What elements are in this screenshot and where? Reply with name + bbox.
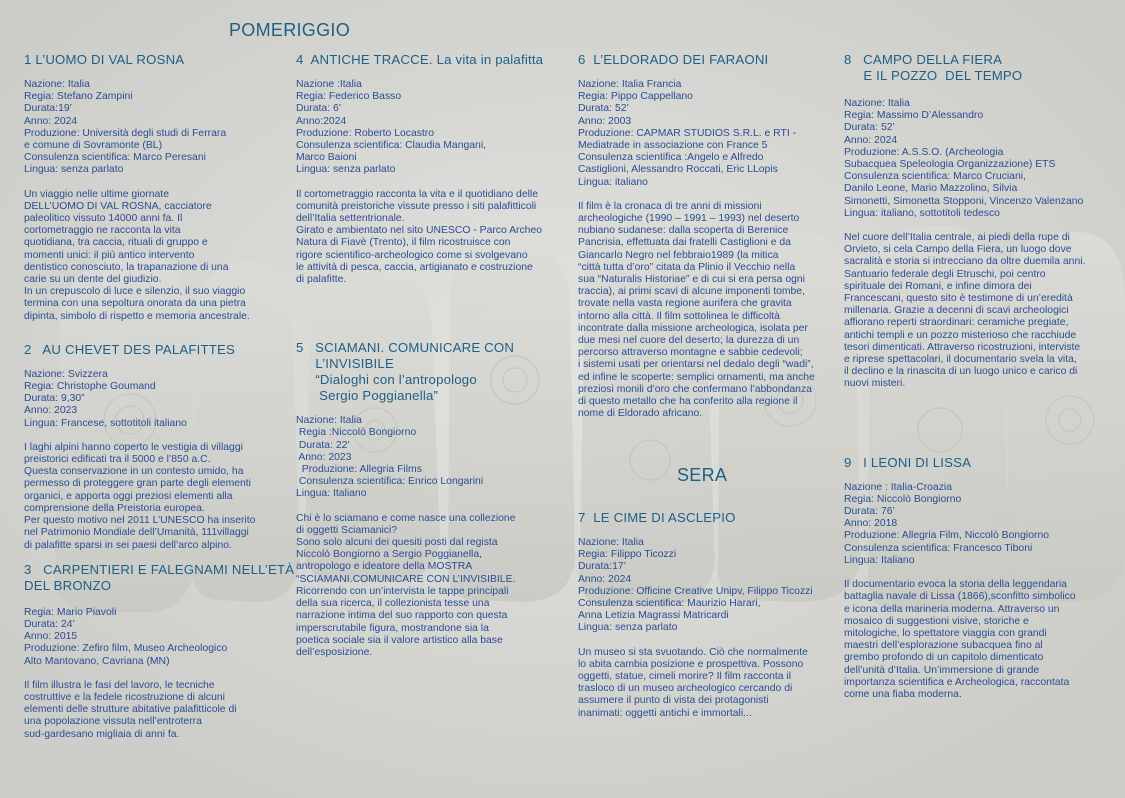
film-3-info: Regia: Mario Piavoli Durata: 24’ Anno: 2015 Produzione: Zefiro film, Museo Archeologico Alto Mantovano, Cavriana (MN) [24, 606, 228, 667]
film-2-title: 2 AU CHEVET DES PALAFITTES [24, 341, 236, 357]
film-7-info: Nazione: Italia Regia: Filippo Ticozzi Durata:17’ Anno: 2024 Produzione: Officine Creative Unipv, Filippo Ticozzi Consulenza scientifica: Maurizio Harari, Anna Letizia Magrassi Matricardi Lingua: senza parlato [578, 537, 813, 634]
film-5-title: 5 SCIAMANI. COMUNICARE CON L’INVISIBILE “Dialoghi con l’antropologo Sergio Poggianella” [296, 340, 515, 404]
film-5-info: Nazione: Italia Regia :Niccolò Bongiorno Durata: 22’ Anno: 2023 Produzione: Allegria Films Consulenza scientifica: Enrico Longarini Lingua: Italiano [296, 415, 484, 500]
column-1 [24, 52, 295, 741]
film-1-description: Un viaggio nelle ultime giornate DELL’UOMO DI VAL ROSNA, cacciatore paleolitico vissuto 14000 anni fa. Il cortometraggio ne racconta la vita quotidiana, tra caccia, rituali di gruppo e momenti unici: il più antico intervento dentistico conosciuto, la trapanazione di una carie su un dente del giudizio. In un crepuscolo di luce e silenzio, il suo viaggio termina con una sepoltura onorata da una pietra dipinta, simbolo di rispetto e memoria ancestrale. [24, 188, 250, 322]
film-2-info: Nazione: Svizzera Regia: Christophe Goumand Durata: 9,30” Anno: 2023 Lingua: Francese, sottotitoli italiano [24, 368, 187, 429]
film-3-description: Il film illustra le fasi del lavoro, le tecniche costruttive e la fedele ricostruzione di alcuni elementi delle strutture abitative palafitticole di una popolazione vissuta nell’entroterra sud-gardesano migliaia di anni fa. [24, 679, 237, 740]
column-4 [844, 52, 1116, 701]
film-4-title: 4 ANTICHE TRACCE. La vita in palafitta [296, 52, 544, 67]
film-5-description: Chi è lo sciamano e come nasce una collezione di oggetti Sciamanici? Sono solo alcuni dei quesiti posti dal regista Niccolò Bongiorno a Sergio Poggianella, antropologo e ideatore della MOSTRA “SCIAMANI.COMUNICARE CON L’INVISIBILE. Ricorrendo con un’intervista le tappe principali della sua ricerca, il collezionista tesse una narrazione intima del suo rapporto con questa imperscrutabile figura, mostrandone sia la poetica sociale sia il valore artistico alla base dell’esposizione. [296, 512, 516, 658]
film-4-description: Il cortometraggio racconta la vita e il quotidiano delle comunità preistoriche vissute presso i siti palafitticoli dell’Italia settentrionale. Girato e ambientato nel sito UNESCO - Parco Archeo Natura di Fiavè (Trento), il film ricostruisce con rigore scientifico-archeologico come si svolgevano le attività di pesca, caccia, artigianato e costruzione di palafitte. [296, 188, 543, 286]
section-title-sera: SERA [677, 465, 728, 485]
film-9-info: Nazione : Italia-Croazia Regia: Niccolò Bongiorno Durata: 76’ Anno: 2018 Produzione: Allegria Film, Niccolò Bongiorno Consulenza scientifica: Francesco Tiboni Lingua: Italiano [844, 481, 1050, 566]
film-8-description: Nel cuore dell’Italia centrale, ai piedi della rupe di Orvieto, si cela Campo della Fiera, un luogo dove sacralità e storia si intrecciano da oltre duemila anni. Santuario federale degli Etruschi, poi centro spirituale dei Romani, e infine dimora dei Francescani, questo sito è testimone di un’eredità millenaria. Grazie a decenni di scavi archeologici affiorano reperti straordinari: ceramiche pregiate, antichi templi e un pozzo misterioso che racchiude tesori dimenticati. Attraverso ricostruzioni, interviste e riprese spettacolari, il documentario svela la vita, il declino e la rinascita di un luogo unico e carico di nuovi misteri. [844, 232, 1086, 390]
film-4-info: Nazione :Italia Regia: Federico Basso Durata: 6’ Anno:2024 Produzione: Roberto Locastro Consulenza scientifica: Claudia Mangani, Marco Baioni Lingua: senza parlato [296, 79, 487, 176]
column-3-lower [578, 510, 840, 720]
film-7-title: 7 LE CIME DI ASCLEPIO [578, 510, 736, 525]
film-6-info: Nazione: Italia Francia Regia: Pippo Cappellano Durata: 52’ Anno: 2003 Produzione: CAPMAR STUDIOS S.R.L. e RTI - Mediatrade in associazione con France 5 Consulenza scientifica :Angelo e Alfredo Castiglioni, Alessandro Roccati, Eric LLopis Lingua: italiano [578, 79, 797, 188]
film-6-title: 6 L’ELDORADO DEI FARAONI [578, 52, 769, 67]
film-2-description: I laghi alpini hanno coperto le vestigia di villaggi preistorici edificati tra il 5000 e l’850 a.C. Questa conservazione in un contesto umido, ha permesso di proteggere gran parte degli elementi organici, e apporta oggi preziosi elementi alla comprensione della Preistoria europea. Per questo motivo nel 2011 L’UNESCO ha inserito nel Patrimonio Mondiale dell’Umanità, 111villaggi di palafitte sparsi in sei paesi dell’arco alpino. [24, 441, 256, 551]
film-8-info: Nazione: Italia Regia: Massimo D’Alessandro Durata: 52’ Anno: 2024 Produzione: A.S.S.O. (Archeologia Subacquea Speleologia Organizzazione) ETS Consulenza scientifica: Marco Cruciani, Danilo Leone, Mario Mazzolino, Silvia Simonetti, Simonetta Stopponi, Vincenzo Valenzano Lingua: italiano, sottotitoli tedesco [844, 98, 1084, 219]
film-3-title: 3 CARPENTIERI E FALEGNAMI NELL’ETÀ DEL BRONZO [24, 561, 295, 593]
film-6-description: Il film è la cronaca di tre anni di missioni archeologiche (1990 – 1991 – 1993) nel deserto nubiano sudanese: dalla scoperta di Berenice Pancrisia, effettuata dai fratelli Castiglioni e da Giancarlo Negro nel febbraio1989 (la mitica “città tutta d’oro” citata da Plinio il Vecchio nella sua “Naturalis Historiae” e di cui si era persa ogni traccia), ai primi scavi di alcune imponenti tombe, trovate nella vasta regione aurifera che gravita intorno alla città. Il film sottolinea le difficoltà incontrate dalla missione archeologica, isolata per due mesi nel cuore del deserto; la durezza di un percorso attraverso montagne e sabbie cedevoli; i sistemi usati per orientarsi nel dedalo degli “wadi”, ed infine le scoperte: semplici ornamenti, ma anche preziosi monili d’oro che confermano l’abbondanza di questo metallo che ha conferito alla regione il nome di Eldorado africano. [578, 200, 815, 420]
film-9-title: 9 I LEONI DI LISSA [844, 454, 972, 470]
column-2 [296, 52, 568, 659]
film-9-description: Il documentario evoca la storia della leggendaria battaglia navale di Lissa (1866),sconfitto simbolico e icona della marineria moderna. Attraverso un mosaico di suggestioni visive, storiche e mitologiche, lo spettatore viaggia con grandi maestri dell’esplorazione subacquea fino al grembo profondo di un capitolo dimenticato dell’unità d’Italia. Un’immersione di grande importanza scientifica e Archeologica, raccontata come una fiaba moderna. [844, 579, 1076, 700]
column-3 [578, 52, 840, 420]
film-1-info: Nazione: Italia Regia: Stefano Zampini Durata:19’ Anno: 2024 Produzione: Università degli studi di Ferrara e comune di Sovramonte (BL) Consulenza scientifica: Marco Peresani Lingua: senza parlato [24, 79, 227, 176]
film-7-description: Un museo si sta svuotando. Ciò che normalmente lo abita cambia posizione e prospettiva. Possono oggetti, statue, cimeli morire? Il film racconta il trasloco di un museo archeologico cercando di assumere il punto di vista dei protagonisti inanimati: oggetti antichi e immortali... [578, 646, 808, 719]
film-8-title: 8 CAMPO DELLA FIERA E IL POZZO DEL TEMPO [844, 52, 1023, 83]
film-1-title: 1 L’UOMO DI VAL ROSNA [24, 52, 185, 67]
section-title-pomeriggio: POMERIGGIO [229, 20, 351, 40]
